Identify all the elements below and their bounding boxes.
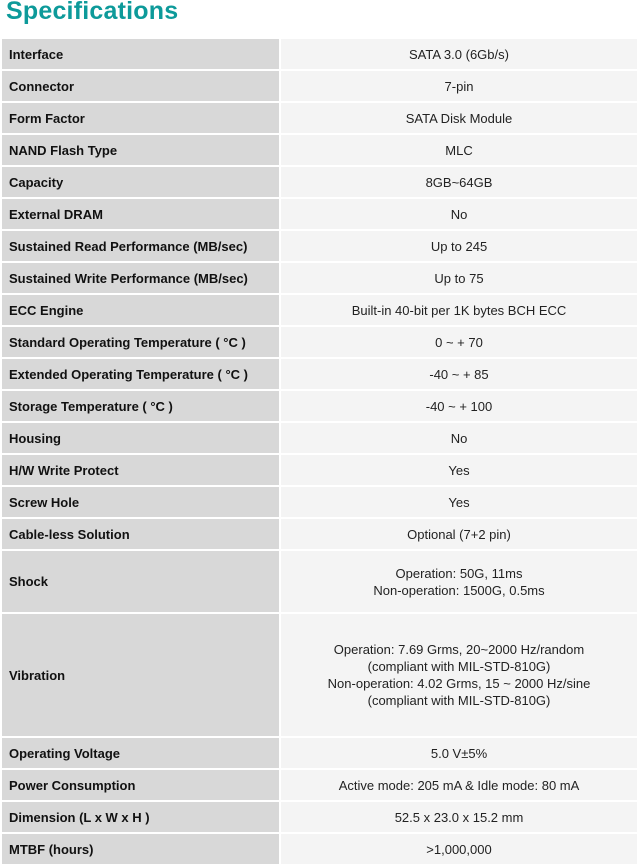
spec-value	[281, 295, 637, 326]
spec-row	[2, 167, 637, 198]
spec-row	[2, 770, 637, 801]
spec-value	[281, 327, 637, 358]
spec-label: Interface	[2, 39, 281, 70]
spec-label: Dimension (L x W x H )	[2, 802, 281, 833]
spec-value-line: Optional (7+2 pin)	[407, 526, 511, 542]
spec-row	[2, 71, 637, 102]
spec-value-line: Non-operation: 1500G, 0.5ms	[373, 582, 545, 598]
spec-value	[281, 167, 637, 198]
spec-value	[281, 359, 637, 390]
spec-label: Extended Operating Temperature ( °C )	[2, 359, 281, 390]
spec-label: Operating Voltage	[2, 738, 281, 769]
spec-value	[281, 423, 637, 454]
spec-label: Power Consumption	[2, 770, 281, 801]
spec-label: Screw Hole	[2, 487, 281, 518]
spec-value-line: 8GB~64GB	[425, 174, 493, 190]
spec-value	[281, 231, 637, 262]
spec-row	[2, 423, 637, 454]
spec-label: MTBF (hours)	[2, 834, 281, 865]
spec-value-line: 0 ~ + 70	[435, 334, 483, 350]
spec-label: Standard Operating Temperature ( °C )	[2, 327, 281, 358]
spec-value-line: 52.5 x 23.0 x 15.2 mm	[394, 809, 524, 825]
spec-row	[2, 391, 637, 422]
spec-label: Shock	[2, 551, 281, 613]
spec-row	[2, 455, 637, 486]
spec-label: ECC Engine	[2, 295, 281, 326]
spec-label: H/W Write Protect	[2, 455, 281, 486]
spec-value	[281, 770, 637, 801]
spec-label: Form Factor	[2, 103, 281, 134]
spec-value-line: MLC	[445, 142, 473, 158]
spec-label: External DRAM	[2, 199, 281, 230]
spec-value	[281, 391, 637, 422]
spec-value-line: Up to 245	[430, 238, 488, 254]
spec-row	[2, 551, 637, 613]
spec-value-line: -40 ~ + 85	[429, 366, 489, 382]
spec-value-line: Active mode: 205 mA & Idle mode: 80 mA	[338, 777, 580, 793]
spec-value-line: Yes	[448, 462, 470, 478]
spec-row	[2, 199, 637, 230]
spec-value	[281, 39, 637, 70]
spec-value-line: >1,000,000	[426, 841, 492, 857]
spec-value	[281, 103, 637, 134]
spec-label: Sustained Read Performance (MB/sec)	[2, 231, 281, 262]
spec-value-line: No	[450, 206, 468, 222]
spec-row	[2, 738, 637, 769]
spec-row	[2, 295, 637, 326]
spec-row	[2, 103, 637, 134]
spec-row	[2, 359, 637, 390]
spec-label: Capacity	[2, 167, 281, 198]
spec-row	[2, 802, 637, 833]
spec-value	[281, 71, 637, 102]
spec-label: Housing	[2, 423, 281, 454]
spec-value-line: 5.0 V±5%	[430, 745, 488, 761]
spec-value	[281, 738, 637, 769]
spec-row	[2, 135, 637, 166]
spec-value-line: -40 ~ + 100	[425, 398, 493, 414]
spec-label: Cable-less Solution	[2, 519, 281, 550]
spec-value	[281, 614, 637, 737]
spec-value-line: Operation: 50G, 11ms	[395, 565, 523, 581]
spec-value	[281, 263, 637, 294]
spec-row	[2, 614, 637, 737]
spec-value	[281, 802, 637, 833]
spec-value	[281, 199, 637, 230]
spec-value-line: Operation: 7.69 Grms, 20~2000 Hz/random	[333, 642, 585, 657]
spec-value-line: Up to 75	[434, 270, 484, 286]
spec-value	[281, 487, 637, 518]
spec-value	[281, 135, 637, 166]
spec-row	[2, 487, 637, 518]
spec-value-line: SATA Disk Module	[405, 110, 513, 126]
spec-label: Vibration	[2, 614, 281, 737]
spec-value-line: (compliant with MIL-STD-810G)	[367, 693, 551, 708]
spec-value-line: (compliant with MIL-STD-810G)	[367, 659, 551, 674]
spec-label: NAND Flash Type	[2, 135, 281, 166]
spec-label: Storage Temperature ( °C )	[2, 391, 281, 422]
spec-value	[281, 834, 637, 865]
page-title: Specifications	[6, 0, 179, 25]
spec-value-line: SATA 3.0 (6Gb/s)	[409, 46, 509, 62]
specifications-table	[2, 38, 637, 866]
spec-value-line: Non-operation: 4.02 Grms, 15 ~ 2000 Hz/sine	[327, 676, 591, 691]
spec-row	[2, 263, 637, 294]
spec-value-line: Built-in 40-bit per 1K bytes BCH ECC	[351, 302, 567, 318]
spec-value-line: 7-pin	[444, 78, 474, 94]
spec-row	[2, 834, 637, 865]
specifications-table-body	[2, 39, 637, 865]
spec-value	[281, 519, 637, 550]
spec-value-line: No	[450, 430, 468, 446]
spec-value	[281, 455, 637, 486]
spec-label: Sustained Write Performance (MB/sec)	[2, 263, 281, 294]
spec-value	[281, 551, 637, 613]
spec-label: Connector	[2, 71, 281, 102]
spec-row	[2, 327, 637, 358]
spec-value-line: Yes	[448, 494, 470, 510]
spec-row	[2, 231, 637, 262]
spec-row	[2, 39, 637, 70]
spec-row	[2, 519, 637, 550]
